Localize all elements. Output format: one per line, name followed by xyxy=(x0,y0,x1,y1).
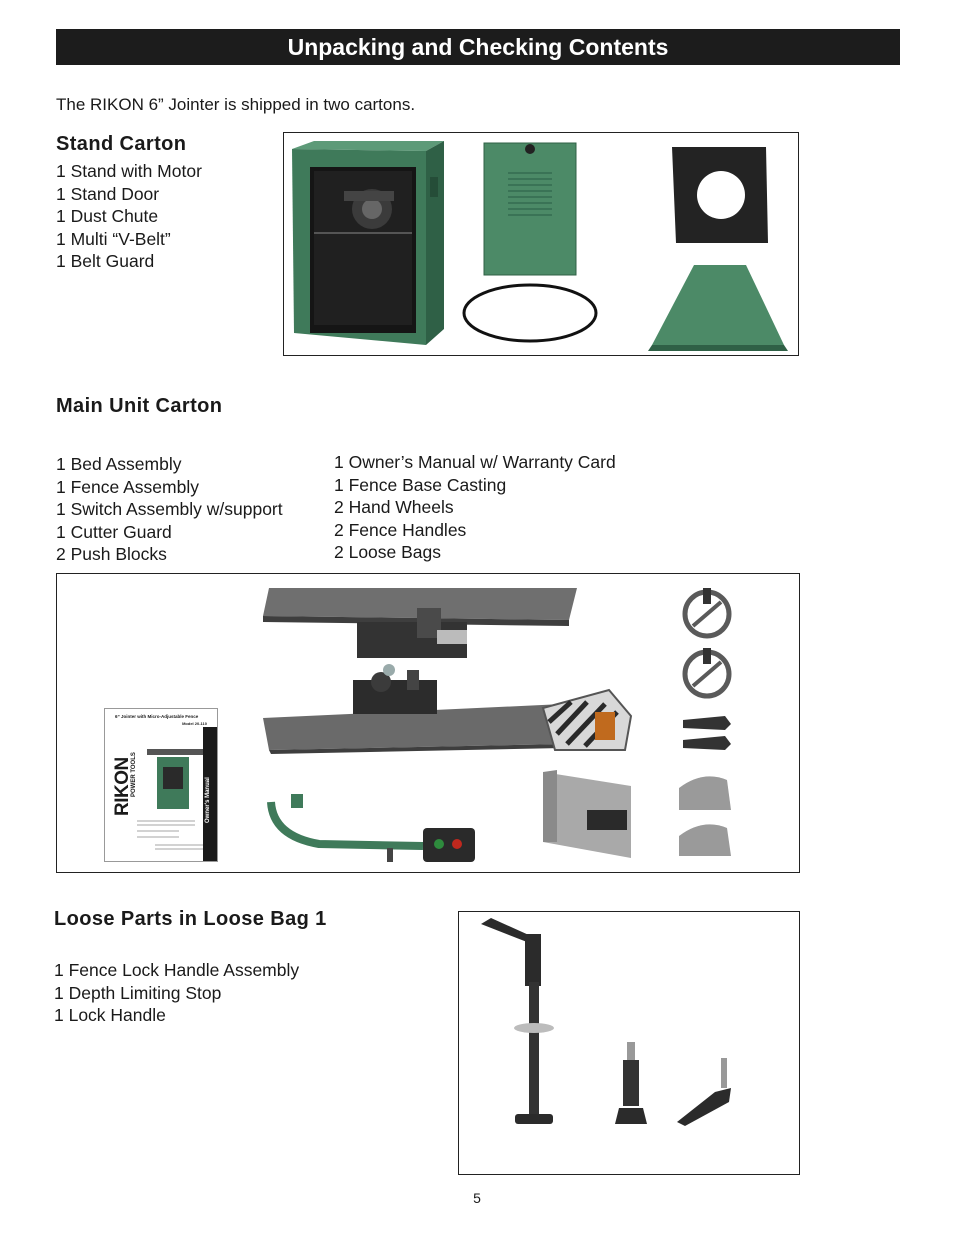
list-item: 1 Fence Assembly xyxy=(56,476,199,497)
stand-carton-heading: Stand Carton xyxy=(56,133,187,155)
stand-carton-list xyxy=(56,160,202,273)
depth-limiting-stop-image xyxy=(615,1042,647,1124)
list-item: 2 Push Blocks xyxy=(56,544,167,564)
list-item: 1 Stand Door xyxy=(56,183,160,204)
loose-bag-list xyxy=(54,959,299,1027)
page-number: 5 xyxy=(473,1190,481,1206)
v-belt-image xyxy=(464,285,596,341)
list-item: 1 Dust Chute xyxy=(56,206,159,226)
fence-assembly-image xyxy=(263,664,565,754)
switch-assembly-image xyxy=(271,794,475,862)
list-item: 1 Fence Lock Handle Assembly xyxy=(54,960,300,980)
page-title: Unpacking and Checking Contents xyxy=(287,33,669,60)
list-item: 1 Depth Limiting Stop xyxy=(54,982,222,1003)
push-blocks-image xyxy=(679,776,731,856)
page-title-banner xyxy=(56,29,900,65)
main-unit-carton-heading: Main Unit Carton xyxy=(56,395,223,417)
dust-chute-image xyxy=(672,147,768,243)
belt-guard-image xyxy=(648,265,788,351)
list-item: 1 Multi “V-Belt” xyxy=(56,228,171,249)
hand-wheels-image xyxy=(685,588,729,696)
list-item: 1 Lock Handle xyxy=(54,1005,166,1025)
fence-lock-handle-assembly-image xyxy=(481,918,554,1124)
manual-model: Model 20-110 xyxy=(182,721,207,726)
manual-brand: RIKON xyxy=(112,757,133,816)
lock-handle-image xyxy=(677,1058,731,1126)
main-unit-list-right xyxy=(334,451,616,564)
list-item: 1 Switch Assembly w/support xyxy=(56,499,283,519)
list-item: 2 Loose Bags xyxy=(334,542,442,562)
list-item: 1 Bed Assembly xyxy=(56,454,182,474)
cutter-guard-image xyxy=(543,690,631,750)
list-item: 1 Belt Guard xyxy=(56,251,155,271)
manual-title: 6” Jointer with Micro-Adjustable Fence xyxy=(115,714,199,719)
main-unit-photo xyxy=(56,573,800,873)
main-unit-list-left xyxy=(56,453,283,566)
list-item: 2 Fence Handles xyxy=(334,519,467,540)
loose-bag-photo xyxy=(458,911,800,1175)
fence-base-casting-image xyxy=(543,770,631,858)
list-item: 1 Stand with Motor xyxy=(56,161,202,181)
list-item: 2 Hand Wheels xyxy=(334,497,454,517)
list-item: 1 Cutter Guard xyxy=(56,521,172,542)
bed-assembly-image xyxy=(263,588,577,658)
intro-text: The RIKON 6” Jointer is shipped in two cartons. xyxy=(56,95,416,114)
fence-handles-image xyxy=(683,716,731,750)
manual-side-label: Owner's Manual xyxy=(205,777,211,823)
loose-bag-heading: Loose Parts in Loose Bag 1 xyxy=(54,908,327,930)
list-item: 1 Fence Base Casting xyxy=(334,474,507,495)
stand-carton-photo xyxy=(283,132,799,356)
stand-with-motor-image xyxy=(292,141,444,345)
stand-door-image xyxy=(484,143,576,275)
manual-brand-sub: POWER TOOLS xyxy=(131,752,137,797)
list-item: 1 Owner’s Manual w/ Warranty Card xyxy=(334,452,616,472)
